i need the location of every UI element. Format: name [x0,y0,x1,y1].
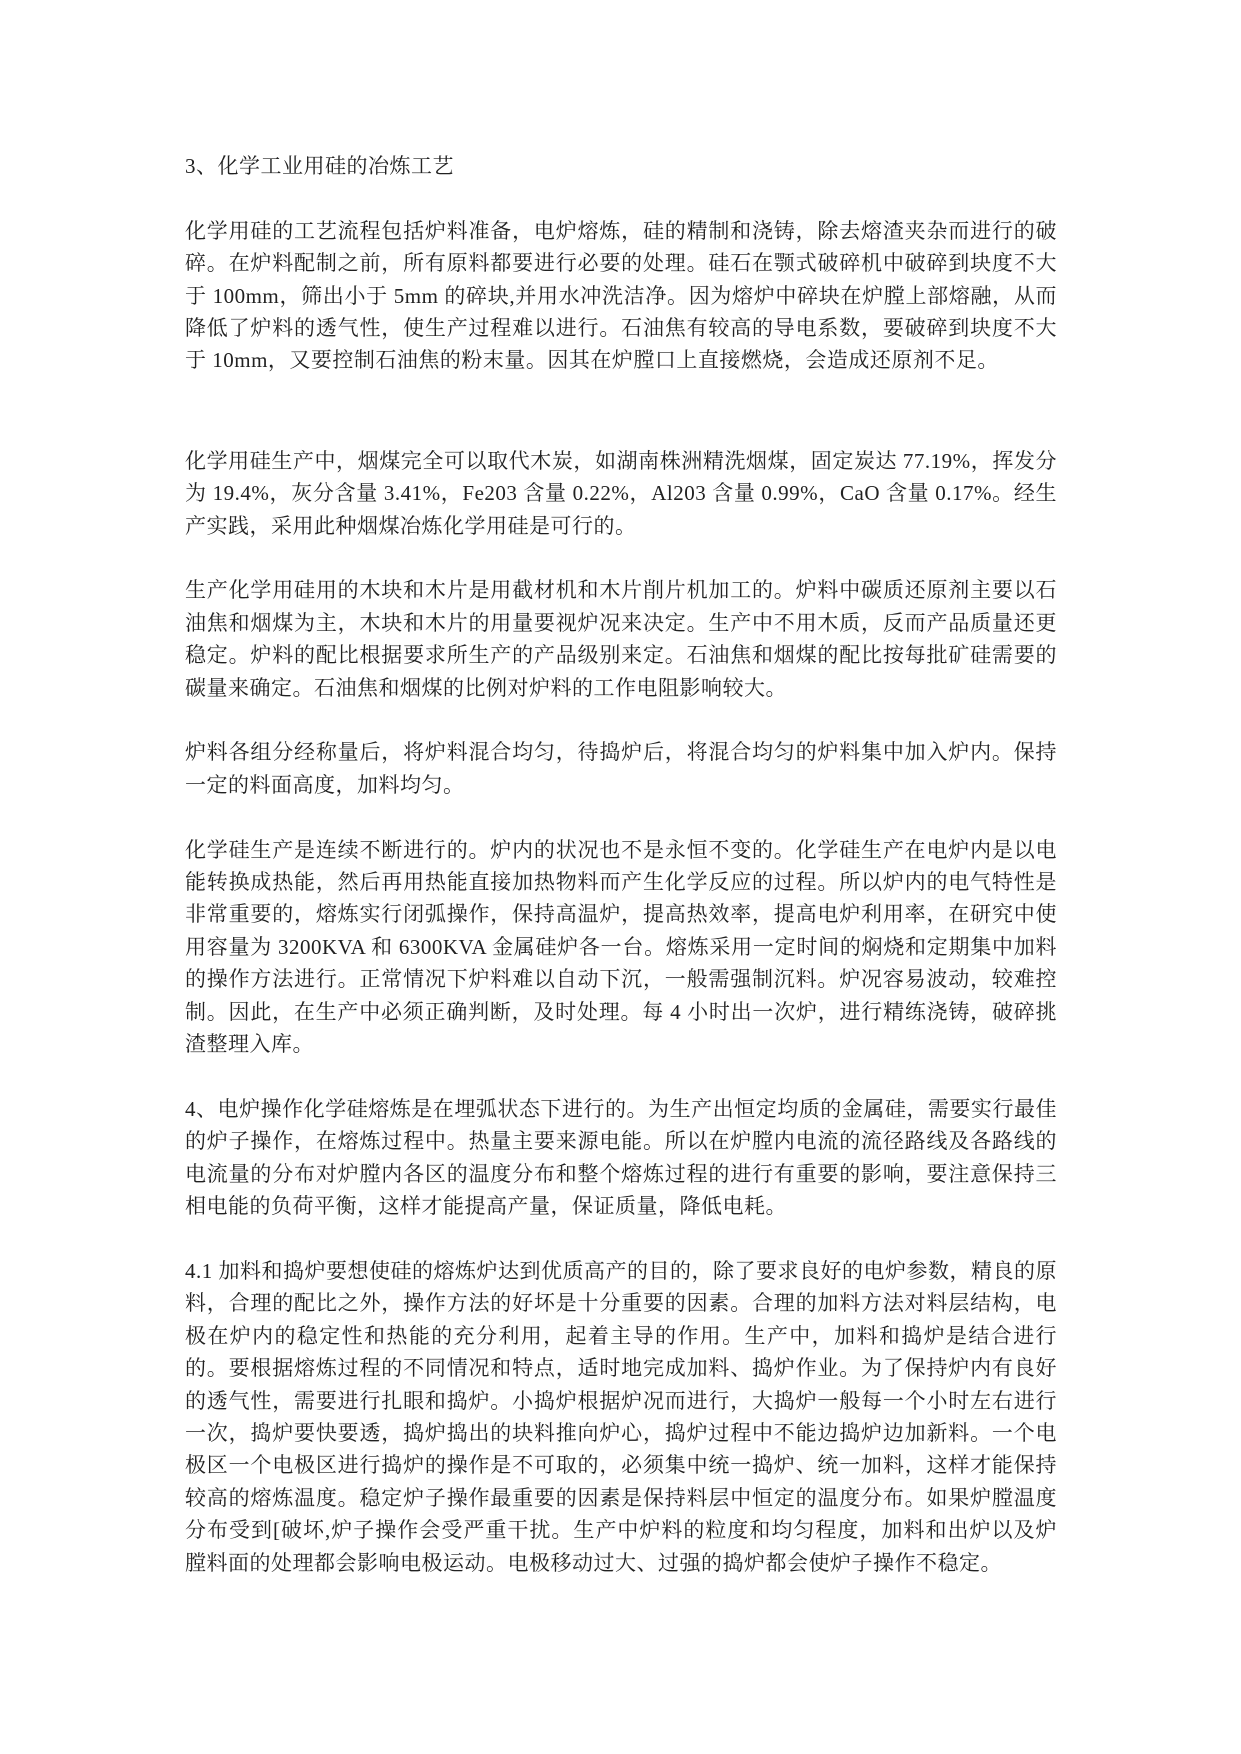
document-body [185,150,1057,1611]
paragraph-continuous-production: 化学硅生产是连续不断进行的。炉内的状况也不是永恒不变的。化学硅生产在电炉内是以电能转换成热能，然后再用热能直接加热物料而产生化学反应的过程。所以炉内的电气特性是非常重要的，熔炼实行闭弧操作，保持高温炉，提高热效率，提高电炉利用率，在研究中使用容量为 3200KVA 和 6300KVA 金属硅炉各一台。熔炼采用一定时间的焖烧和定期集中加料的操作方法进行。正常情况下炉料难以自动下沉，一般需强制沉料。炉况容易波动，较难控制。因此，在生产中必须正确判断，及时处理。每 4 小时出一次炉，进行精练浇铸，破碎挑渣整理入库。 [185,837,1057,1057]
paragraph-process-overview: 化学用硅的工艺流程包括炉料准备，电炉熔炼，硅的精制和浇铸，除去熔渣夹杂而进行的破碎。在炉料配制之前，所有原料都要进行必要的处理。硅石在颚式破碎机中破碎到块度不大于 100mm，筛出小于 5mm 的碎块,并用水冲洗洁净。因为熔炉中碎块在炉膛上部熔融，从而降低了炉料的透气性，使生产过程难以进行。石油焦有较高的导电系数，要破碎到块度不大于 10mm，又要控制石油焦的粉末量。因其在炉膛口上直接燃烧，会造成还原剂不足。 [185,218,1057,373]
paragraph-charge-mixing: 炉料各组分经称量后，将炉料混合均匀，待捣炉后，将混合均匀的炉料集中加入炉内。保持一定的料面高度，加料均匀。 [185,740,1057,797]
section-heading: 3、化学工业用硅的冶炼工艺 [185,154,454,178]
paragraph-wood-blocks-chips: 生产化学用硅用的木块和木片是用截材机和木片削片机加工的。炉料中碳质还原剂主要以石油焦和烟煤为主，木块和木片的用量要视炉况来决定。生产中不用木质，反而产品质量还更稳定。炉料的配比根据要求所生产的产品级别来定。石油焦和烟煤的配比按每批矿硅需要的碳量来确定。石油焦和烟煤的比例对炉料的工作电阻影响较大。 [185,578,1057,700]
paragraph-charging-and-stoking: 4.1 加料和捣炉要想使硅的熔炼炉达到优质高产的目的，除了要求良好的电炉参数，精良的原料，合理的配比之外，操作方法的好坏是十分重要的因素。合理的加料方法对料层结构，电极在炉内的稳定性和热能的充分利用，起着主导的作用。生产中，加料和捣炉是结合进行的。要根据熔炼过程的不同情况和特点，适时地完成加料、捣炉作业。为了保持炉内有良好的透气性，需要进行扎眼和捣炉。小捣炉根据炉况而进行，大捣炉一般每一个小时左右进行一次，捣炉要快要透，捣炉捣出的块料推向炉心，捣炉过程中不能边捣炉边加新料。一个电极区一个电极区进行捣炉的操作是不可取的，必须集中统一捣炉、统一加料，这样才能保持较高的熔炼温度。稳定炉子操作最重要的因素是保持料层中恒定的温度分布。如果炉膛温度分布受到[破坏,炉子操作会受严重干扰。生产中炉料的粒度和均匀程度，加料和出炉以及炉膛料面的处理都会影响电极运动。电极移动过大、过强的捣炉都会使炉子操作不稳定。 [185,1258,1057,1575]
paragraph-bituminous-coal: 化学用硅生产中，烟煤完全可以取代木炭，如湖南株洲精洗烟煤，固定炭达 77.19%，挥发分为 19.4%，灰分含量 3.41%，Fe203 含量 0.22%，Al203 含量 0.99%，CaO 含量 0.17%。经生产实践，采用此种烟煤冶炼化学用硅是可行的。 [185,448,1057,538]
paragraph-furnace-operation: 4、电炉操作化学硅熔炼是在埋弧状态下进行的。为生产出恒定均质的金属硅，需要实行最佳的炉子操作，在熔炼过程中。热量主要来源电能。所以在炉膛内电流的流径路线及各路线的电流量的分布对炉膛内各区的温度分布和整个熔炼过程的进行有重要的影响，要注意保持三相电能的负荷平衡，这样才能提高产量，保证质量，降低电耗。 [185,1096,1057,1219]
